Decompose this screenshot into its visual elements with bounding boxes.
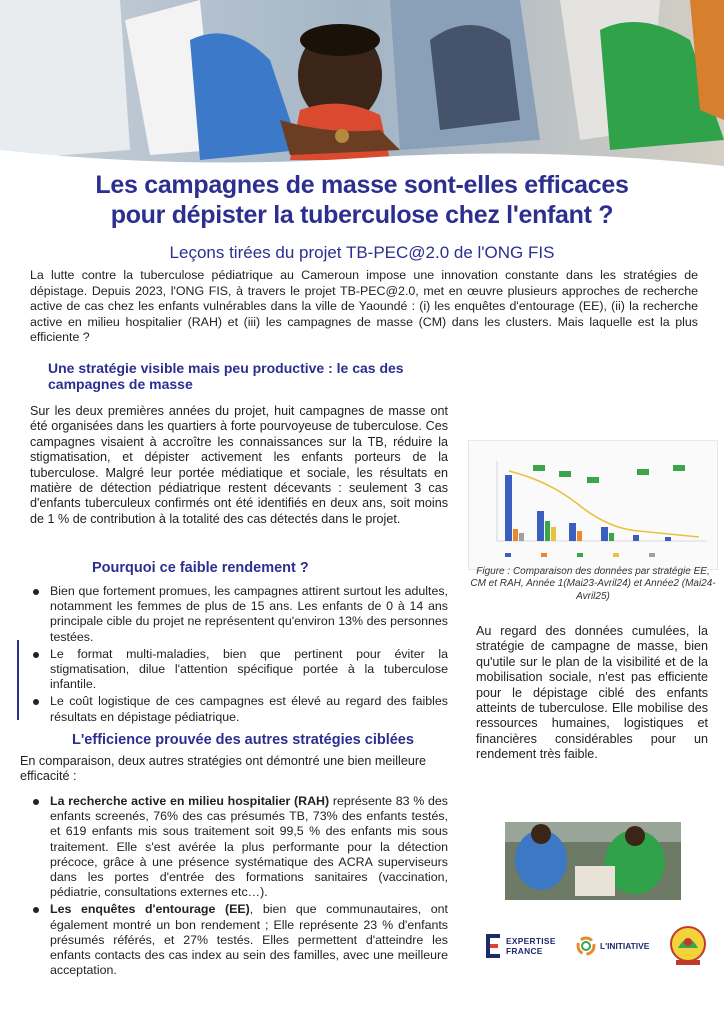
- initiative-ring-icon: [576, 936, 596, 956]
- strategy-comparison-chart: [468, 440, 718, 570]
- page-title-line-2: pour dépister la tuberculose chez l'enfant ?: [110, 201, 614, 229]
- figure-caption: Figure : Comparaison des données par stratégie EE, CM et RAH, Année 1(Mai23-Avril24) et Année2 (Mai24-Avril25): [470, 566, 716, 602]
- page-title-line-1: Les campagnes de masse sont-elles efficaces: [95, 171, 629, 199]
- list-item-rah: La recherche active en milieu hospitalier (RAH) représente 83 % des enfants screenés, 76% des cas présumés TB, 73% des enfants testés, et 619 enfants mis sous traitement soit 99,5 % des enfants mis sous traitement. Elle s'est avérée la plus performante pour la détection précoce, grâce à une présence systématique des ACRA superviseurs dans les portes d'entrée des formations sanitaires (vaccination, pédiatrie, consultations externes etc…).: [30, 794, 448, 900]
- margin-rule: [17, 640, 19, 720]
- bullet-icon: [33, 652, 39, 658]
- hero-photo: [0, 0, 724, 170]
- list-item-ee: Les enquêtes d'entourage (EE), bien que communautaires, ont également montré un bon rendement ; Elle représente 23 % d'enfants présumés référés, et 27% testés. Elles permettent d'atteindre les enfants contacts des cas index au sein des familles, avec une meilleure acceptation.: [30, 902, 448, 978]
- list-item: Bien que fortement promues, les campagnes attirent surtout les adultes, notamment les femmes de plus de 15 ans. Les enfants de 0 à 14 ans principale cible du projet ne représentent qu'environ 13% des personnes testées.: [30, 584, 448, 645]
- page-subtitle: Leçons tirées du projet TB-PEC@2.0 de l'ONG FIS: [169, 243, 555, 262]
- section-heading-mass-campaigns: Une stratégie visible mais peu productive : le cas des campagnes de masse: [48, 360, 404, 392]
- expertise-france-mark-icon: [486, 934, 500, 958]
- conclusion-paragraph: Au regard des données cumulées, la stratégie de campagne de masse, bien qu'utile sur le plan de la visibilité et de la mobilisation sociale, n'est pas efficiente pour le dépistage ciblé des enfants atteints de tuberculose. Elle mobilise des ressources humaines, logistiques et financières considérables pour un rendement très faible.: [476, 624, 708, 762]
- partner-logos: [486, 924, 710, 974]
- list-item: Le format multi-maladies, bien que pertinent pour éviter la stigmatisation, dilue l'attention spécifique portée à la tuberculose infantile.: [30, 647, 448, 693]
- section-heading-low-yield: Pourquoi ce faible rendement ?: [92, 560, 309, 576]
- low-yield-list: [30, 584, 448, 727]
- list-item: Le coût logistique de ces campagnes est élevé au regard des faibles résultats en dépistage pédiatrique.: [30, 694, 448, 724]
- bullet-icon: [33, 589, 39, 595]
- bullet-icon: [33, 699, 39, 705]
- section-heading-other-strategies: L'efficience prouvée des autres stratégies ciblées: [72, 732, 414, 748]
- initiative-logo: L'INITIATIVE: [576, 936, 649, 956]
- strategies-list: [30, 794, 448, 980]
- intro-paragraph: La lutte contre la tuberculose pédiatrique au Cameroun impose une innovation constante dans les stratégies de dépistage. Depuis 2023, l'ONG FIS, à travers le projet TB-PEC@2.0, met en œuvre plusieurs approches de recherche active de cas chez les enfants vulnérables dans la ville de Yaoundé : (i) les enquêtes d'entourage (EE), (ii) la recherche active en milieu hospitalier (RAH) et (iii) les campagnes de masse (CM) dans les clusters. Mais laquelle est la plus efficiente ?: [30, 268, 698, 345]
- other-strategies-intro: En comparaison, deux autres stratégies ont démontré une bien meilleure efficacité :: [20, 754, 427, 784]
- ngo-seal-logo: [668, 924, 708, 968]
- bullet-icon: [33, 907, 39, 913]
- bullet-icon: [33, 799, 39, 805]
- expertise-france-logo: EXPERTISE FRANCE: [486, 934, 556, 958]
- section-mass-campaigns-body: Sur les deux premières années du projet, huit campagnes de masse ont été organisées dans les quartiers à forte pourvoyeuse de tuberculose. Ces campagnes visaient à accroître les connaissances sur la TB, réduire la stigmatisation, et dépister activement les enfants porteurs de la tuberculose. Malgré leur portée médiatique et sociale, les résultats en matière de détection pédiatrique restent décevants : seulement 3 cas d'enfants tuberculeux confirmés ont été identifiés en deux ans, soit moins de 1 % de contribution à la totalité des cas détectés dans le projet.: [30, 404, 448, 526]
- campaign-photo: [505, 822, 681, 900]
- page-title: [40, 170, 684, 230]
